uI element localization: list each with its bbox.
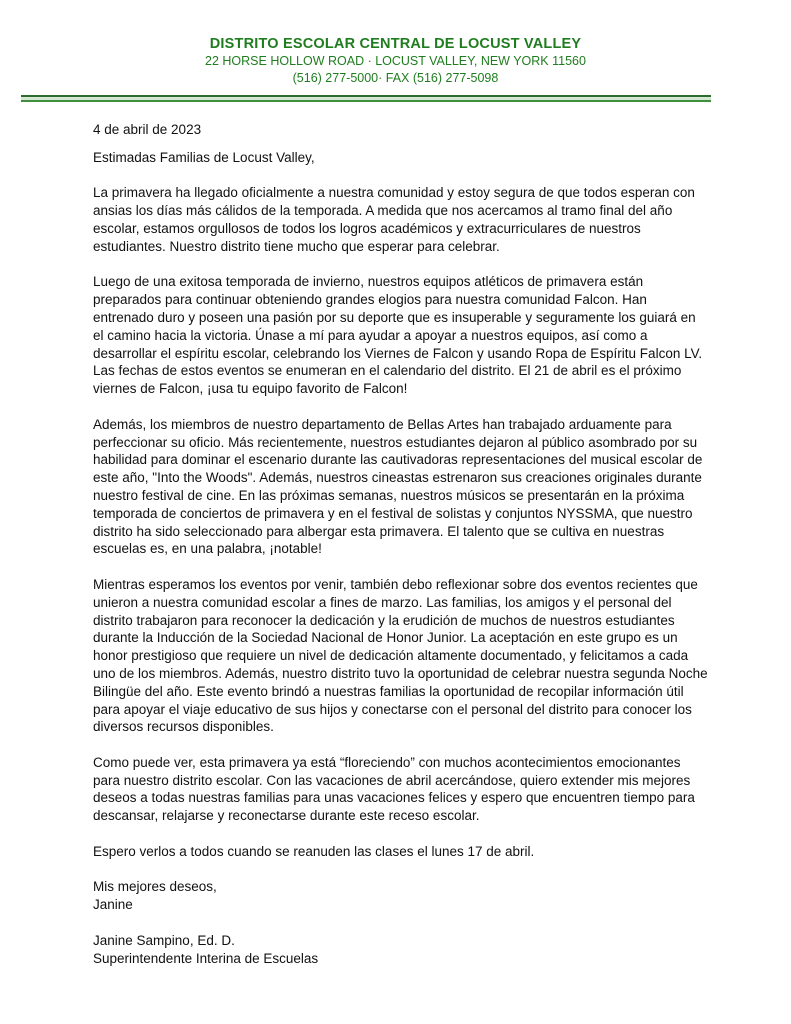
header-divider — [21, 95, 711, 102]
letter-body — [93, 121, 709, 967]
letter-date: 4 de abril de 2023 — [93, 122, 202, 137]
valediction: Mis mejores deseos, — [93, 879, 217, 895]
district-address: 22 HORSE HOLLOW ROAD · LOCUST VALLEY, NEW YORK 11560 — [205, 54, 586, 68]
signer-name: Janine Sampino, Ed. D. — [93, 932, 235, 948]
district-name: DISTRITO ESCOLAR CENTRAL DE LOCUST VALLEY — [209, 36, 582, 52]
paragraph: Como puede ver, esta primavera ya está “floreciendo” con muchos acontecimientos emocionantes para nuestro distrito escolar. Con las vacaciones de abril acercándose, quiero extender mis mejores deseos a todas nuestras familias para unas vacaciones felices y espero que encuentren tiempo para descansar, relajarse y reconectarse durante este receso escolar. — [93, 754, 695, 824]
district-phone: (516) 277-5000· FAX (516) 277-5098 — [292, 70, 499, 85]
signature-name: Janine — [93, 897, 133, 913]
salutation: Estimadas Familias de Locust Valley, — [93, 149, 315, 165]
paragraph: Luego de una exitosa temporada de invierno, nuestros equipos atléticos de primavera están preparados para continuar obteniendo grandes elogios para nuestra comunidad Falcon. Han entrenado duro y poseen una pasión por su deporte que es insuperable y seguramente los guiará en el camino hacia la victoria. Únase a mí para ayudar a apoyar a nuestros equipos, así como a desarrollar el espíritu escolar, celebrando los Viernes de Falcon y usando Ropa de Espíritu Falcon LV. Las fechas de estos eventos se enumeran en el calendario del distrito. El 21 de abril es el próximo viernes de Falcon, ¡usa tu equipo favorito de Falcon! — [93, 274, 703, 397]
letterhead — [0, 0, 791, 86]
paragraph: Además, los miembros de nuestro departamento de Bellas Artes han trabajado arduamente para perfeccionar su oficio. Más recientemente, nuestros estudiantes dejaron al público asombrado por su habilidad para dominar el escenario durante las cautivadoras representaciones del musical escolar de este año, "Into the Woods". Además, nuestros cineastas estrenaron sus creaciones originales durante nuestro festival de cine. En las próximas semanas, nuestros músicos se presentarán en la próxima temporada de conciertos de primavera y en el festival de solistas y conjuntos NYSSMA, que nuestro distrito ha sido seleccionado para albergar esta primavera. El talento que se cultiva en nuestras escuelas es, en una palabra, ¡notable! — [93, 416, 703, 557]
paragraph: La primavera ha llegado oficialmente a nuestra comunidad y estoy segura de que todos esperan con ansias los días más cálidos de la temporada. A medida que nos acercamos al tramo final del año escolar, estamos orgullosos de todos los logros académicos y extracurriculares de nuestros estudiantes. Nuestro distrito tiene mucho que esperar para celebrar. — [93, 185, 695, 254]
paragraph: Espero verlos a todos cuando se reanuden las clases el lunes 17 de abril. — [93, 843, 535, 859]
signer-title: Superintendente Interina de Escuelas — [93, 950, 319, 966]
paragraph: Mientras esperamos los eventos por venir, también debo reflexionar sobre dos eventos recientes que unieron a nuestra comunidad escolar a fines de marzo. Las familias, los amigos y el personal del distrito trabajaron para reconocer la dedicación y la erudición de muchos de nuestros estudiantes durante la Inducción de la Sociedad Nacional de Honor Junior. La aceptación en este grupo es un honor prestigioso que requiere un nivel de dedicación altamente documentado, y felicitamos a cada uno de los miembros. Además, nuestro distrito tuvo la oportunidad de celebrar nuestra segunda Noche Bilingüe del año. Este evento brindó a nuestras familias la oportunidad de recopilar información útil para apoyar el viaje educativo de sus hijos y conectarse con el personal del distrito para conocer los diversos recursos disponibles. — [93, 576, 708, 735]
